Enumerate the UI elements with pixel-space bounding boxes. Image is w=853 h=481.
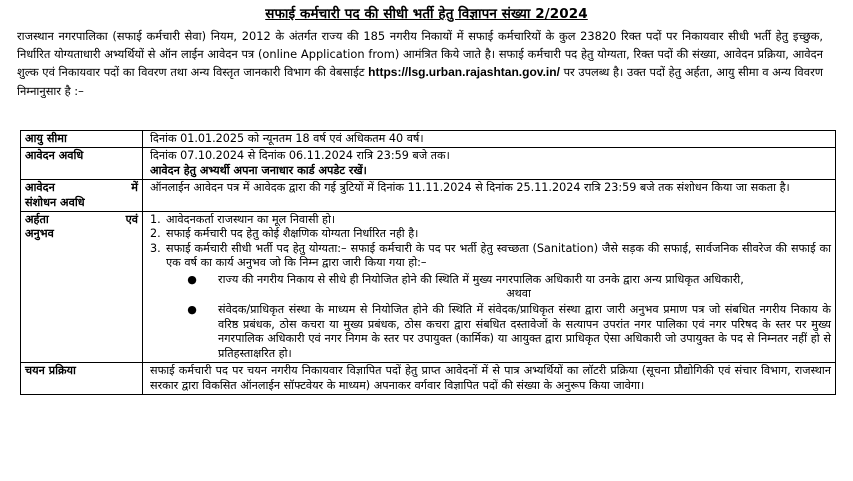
issuer-list-2 (166, 303, 831, 361)
correction-period-label (21, 180, 143, 212)
eligibility-value (143, 212, 836, 363)
application-period-value (143, 148, 836, 180)
list-item-text: सफाई कर्मचारी पद हेतु कोई शैक्षणिक योग्यता निर्धारित नही है। (166, 227, 419, 241)
row-application-period (21, 148, 836, 180)
age-limit-value: दिनांक 01.01.2025 को न्यूनतम 18 वर्ष एवं अधिकतम 40 वर्ष। (143, 131, 836, 148)
list-item (166, 303, 831, 361)
list-item-text: आवेदनकर्ता राजस्थान का मूल निवासी हो। (166, 213, 336, 227)
list-item-text (166, 242, 831, 361)
list-item (150, 242, 831, 361)
correction-label-word2: में (131, 181, 138, 195)
list-item-number: 3. (150, 241, 161, 255)
row-eligibility (21, 212, 836, 363)
row-correction-period (21, 180, 836, 212)
issuer-contractor: संवेदक/प्राधिकृत संस्था के माध्यम से नियोजित होने की स्थिति में संवेदक/प्राधिकृत संस्था द्वारा जारी अनुभव प्रमाण पत्र जो संबधित नगरीय निकाय के वरिष्ठ प्रबंधक, ठोस कचरा या मुख्य प्रबंधक, ठोस कचरा द्वारा संबधित दस्तावेजों के सत्यापन उपरांत नगर पालिका एवं नगर परिषद के स्तर पर मुख्य नगरपालिक अधिकारी एवं नगर निगम के स्तर पर उपायुक्त (कार्मिक) या आयुक्त द्वारा प्राधिकृत ऐसा अधिकारी जो उपायुक्त के पद से निम्नतर नहीं हो से प्रतिहस्ताक्षरित हो। (218, 303, 831, 360)
eligibility-label-line2: अनुभव (25, 227, 54, 241)
list-item (166, 273, 831, 287)
application-period-label: आवेदन अवधि (21, 148, 143, 180)
row-selection-process (21, 363, 836, 395)
application-period-dates: दिनांक 07.10.2024 से दिनांक 06.11.2024 रात्रि 23:59 बजे तक। (150, 149, 450, 163)
list-item-number: 1. (150, 213, 161, 227)
experience-text: सफाई कर्मचारी सीधी भर्ती पद हेतु योग्यता:– सफाई कर्मचारी के पद पर भर्ती हेतु स्वच्छता (Sanitation) जैसे सड़क की सफाई, सार्वजनिक सीवरेज की सफाई का एक वर्ष का कार्य अनुभव जो कि निम्न द्वारा जारी किया गया हो:– (166, 241, 831, 270)
page-title: सफाई कर्मचारी पद की सीधी भर्ती हेतु विज्ञापन संख्या 2/2024 (265, 6, 588, 22)
list-item (150, 213, 831, 227)
issuer-list (166, 273, 831, 287)
age-limit-label: आयु सीमा (21, 131, 143, 148)
bullet-icon: ● (187, 272, 197, 286)
issuer-municipal: राज्य की नगरीय निकाय से सीधे ही नियोजित होने की स्थिति में मुख्य नगरपालिक अधिकारी या उनके द्वारा अन्य प्राधिकृत अधिकारी, (218, 272, 744, 286)
intro-paragraph (17, 27, 823, 100)
website-link[interactable]: https://lsg.urban.rajashtan.gov.in/ (368, 65, 560, 80)
list-item (150, 227, 831, 241)
list-item-number: 2. (150, 227, 161, 241)
intro-text-end: पर उपलब्ध है। उक्त पदों हेतु अर्हता, आयु सीमा व अन्य विवरण निम्नानुसार है :– (17, 65, 823, 98)
or-separator: अथवा (506, 287, 531, 301)
eligibility-label (21, 212, 143, 363)
correction-label-line2: संशोधन अवधि (25, 195, 85, 209)
eligibility-label-word1: अर्हता (25, 213, 49, 227)
janadhar-note: आवेदन हेतु अभ्यर्थी अपना जनाधार कार्ड अपडेट रखें। (150, 163, 367, 177)
eligibility-label-word2: एवं (125, 213, 138, 227)
eligibility-list (150, 213, 831, 361)
intro-text: राजस्थान नगरपालिका (सफाई कर्मचारी सेवा) नियम, 2012 के अंतर्गत राज्य की 185 नगरीय निकायों में सफाई कर्मचारियों के कुल 23820 रिक्त पदों पर निकायवार सीधी भर्ती हेतु इच्छुक, निर्धारित योग्यताधारी अभ्यर्थियों से ऑन लाईन आवेदन पत्र (online Application from) आमंत्रित किये जाते है। सफाई कर्मचारी पद हेतु योग्यता, रिक्त पदों की संख्या, आवेदन प्रक्रिया, आवेदन शुल्क एवं निकायवार पदों का विवरण तथा अन्य विस्तृत जानकारी विभाग की वेबसाईट (17, 29, 823, 80)
correction-period-value: ऑनलाईन आवेदन पत्र में आवेदक द्वारा की गई त्रुटियों में दिनांक 11.11.2024 से दिनांक 25.11.2024 रात्रि 23:59 बजे तक संशोधन किया जा सकता है। (143, 180, 836, 212)
correction-label-word1: आवेदन (25, 181, 55, 195)
selection-process-label: चयन प्रक्रिया (21, 363, 143, 395)
bullet-icon: ● (187, 303, 197, 317)
details-table (20, 130, 836, 395)
selection-process-value: सफाई कर्मचारी पद पर चयन नगरीय निकायवार विज्ञापित पदों हेतु प्राप्त आवेदनों में से पात्र अभ्यर्थियों का लॉटरी प्रक्रिया (सूचना प्रौद्योगिकी एवं संचार विभाग, राजस्थान सरकार द्वारा विकसित ऑनलाईन सॉफ्टवेयर के माध्यम) अपनाकर वर्गवार विज्ञापित पदों की संख्या के अनुरूप किया जावेगा। (143, 363, 836, 395)
row-age-limit (21, 131, 836, 148)
